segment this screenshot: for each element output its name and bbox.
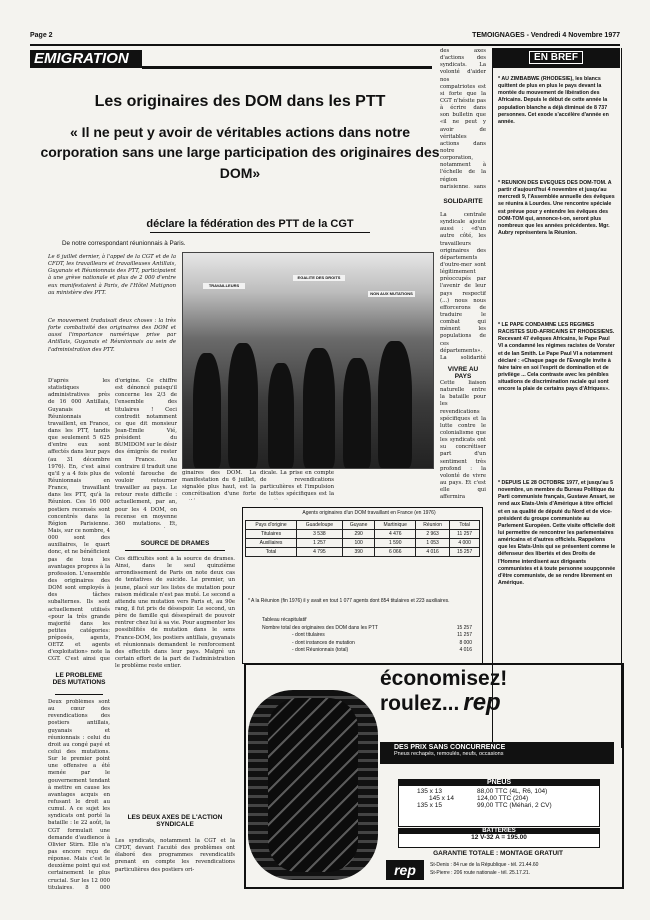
table-cell: 1 590 — [375, 539, 416, 548]
tyre-size: 135 x 15 — [417, 802, 442, 809]
section-rubric: EMIGRATION — [30, 50, 142, 68]
paper-name-date: TEMOIGNAGES - Vendredi 4 Novembre 1977 — [472, 32, 620, 39]
photo-figure — [268, 363, 294, 468]
table-cell: 3 538 — [297, 530, 343, 539]
column-3b-text: La centrale syndicale ajoute aussi : «d'un autre côté, les travailleurs originaires des départements d'outre-mer sont légitimement préoccupés par l'avenir de leur pays respectif (...) nous nous efforcerons de traduire le combat qui mènent les populations de ces départements». La solidarité — [440, 212, 486, 360]
en-bref-title: EN BREF — [529, 51, 583, 64]
battery-box — [398, 828, 600, 848]
table-cell: 2 963 — [415, 530, 449, 539]
column-2-text: d'origine. Ce chiffre est dénoncé puisqu'il concerne les 2/3 de l'ensemble des titulaires ! Ceci contredit notamment ce que dit monsieur Jean-Emile Vié, président du BUMIDOM sur le désir des émigrés de rester en France. Au contraire il traduit une volonté farouche de vouloir retourner travailler au pays. Le retour reste difficile : actuellement, par an, pour les 4 DOM, on recense en moyenne 360 mutations. Et, — [115, 378, 177, 527]
recap-value: 4 016 — [459, 646, 472, 653]
table-cell: 6 066 — [375, 548, 416, 557]
statistics-table — [245, 520, 480, 557]
table-cell: Auxiliaires — [246, 539, 297, 548]
tyre-price: 99,00 TTC (Méhari, 2 CV) — [477, 802, 552, 809]
recap-value: 11 257 — [457, 632, 472, 639]
heading-rule — [125, 550, 225, 551]
table-header-row — [246, 521, 480, 530]
column-2b-text: Ces difficultés sont à la source de drames. Ainsi, dans le seul quinzième arrondissement de Paris on note deux cas de tentatives de suicide. Le premier, un jeune, placé sur les listes de mutation pour raison médicale n'est pas muté. Le second a attendu une mutation vers Paris et, au 90e rang, il fut pris de désespoir. Le second, un père de famille qui désespérait de pouvoir rentrer chez lui à sa vie. Pour augmenter les possibilités de mutation dans le sens France-DOM, les postiers antillais, guyanais et réunionnais demandent le renforcement des effectifs dans leur pays. Malgré un certain effort de la part de l'administration le problème reste entier. — [115, 556, 235, 670]
table-cell: 11 257 — [450, 530, 480, 539]
heading-vivre-au-pays: VIVRE AU PAYS — [447, 366, 479, 380]
demonstration-photo — [182, 252, 434, 469]
table-cell: 100 — [342, 539, 375, 548]
intro-paragraph-1: Le 6 juillet dernier, à l'appel de la CGT et de la CFDT, les travailleurs et travailleuses Antillais, Guyanais et Réunionnais des PTT, participaient à une grève nationale et plus de 2 000 d'entre eux manifestaient à Paris, de l'Hôtel Matignon au ministère des PTT. — [48, 254, 176, 296]
table-row — [246, 530, 480, 539]
table-header-cell: Guadeloupe — [297, 521, 343, 530]
tyre-prices-title: PNEUS — [398, 779, 600, 786]
ad-headline — [380, 668, 616, 715]
table-cell: 1 053 — [415, 539, 449, 548]
table-header-cell: Guyane — [342, 521, 375, 530]
brief-item: * DEPUIS LE 28 OCTOBRE 1977, et jusqu'au 5 novembre, un membre du Bureau Politique du Parti communiste français, Gustave Ansart, se rend aux Etats-Unis d'Amérique à titre officiel et en sa qualité de député du Nord et de vice-président du groupe communiste au Parlement Européen. Cette visite officielle doit lui permettre de rencontrer les parlementaires américains et d'autres officiels. Rappelons que les Etats-Unis qui se présentent comme le défenseur des libertés et des Droits de l'Homme interdisent aux dirigeants communistes et à toute personne soupçonnée d'être communiste, de se rendre librement en Amérique. — [498, 480, 616, 586]
brief-item: * LE PAPE CONDAMNE LES REGIMES RACISTES SUD-AFRICAINS ET RHODESIENS. Recevant 47 évêques Africains, le Pape Paul VI a condamné les régimes racistes de Vorster et de Ian Smith. Le Pape Paul VI a notamment déclaré : «Chaque page de l'Evangile invite à faire taire en soi l'esprit de domination et de privilège ... Cela contraste avec les pénibles situations de discrimination raciale qui sont encore la plaie de certains pays d'Afriques». — [498, 322, 615, 393]
ad-headline-line1: économisez! — [380, 667, 508, 690]
recap-label: Nombre total des originaires des DOM dans les PTT — [262, 625, 378, 631]
recap-label: - dont Réunionnais (total) — [292, 646, 349, 653]
ad-headline-text: roulez... — [380, 692, 460, 716]
article-subtitle: déclare la fédération des PTT de la CGT — [146, 218, 354, 230]
column-1-text: D'après les statistiques administratives près de 16 000 Antillais, Guyanais et Réunionnais travaillent, en France, dans les PTT, tandis que seulement 5 625 d'entre eux sont affectés dans leur pays (au 31 décembre 1976). En, c'est ainsi qu'il y a 4 fois plus de Réunionnais en France, travaillant dans les PTT, qu'à la Réunion. Ces 16 000 postiers recensés sont concentrés dans la Région Parisienne. Mais, sur ce nombre, 4 000 sont des auxiliaires, le quart donc, et ne bénéficient pas de tous les avantages propres à la profession. L'ensemble des originaires des DOM sont employés à des tâches subalternes. Ils sont actuellement utilisés «pour la très grande majorité dans les petites catégories: préposés, agents, OETZ et agents d'exploitation» note la CGT. C'est ainsi que — [48, 378, 110, 663]
recap-title: Tableau récapitulatif — [262, 617, 307, 623]
column-1b-text: Deux problèmes sont au cœur des revendications des postiers antillais, guyanais et réunionnais : celui du droit au congé payé et celui des mutations. Sur le premier point une offensive a été menée par le gouvernement tendant à mettre en cause les avantages acquis en refusant le droit au cumul. A ce sujet les syndicats ont porté la bataille : le 22 août, la CGT formulait une demande d'audience à Olivier Stirn. Elle n'a pas encore reçu de réponse. Mais c'est le deuxième point qui est certainement le plus crucial. Sur les 12 000 titulaires, 8 000 — [48, 699, 110, 889]
table-cell: 390 — [342, 548, 375, 557]
table-cell: 290 — [342, 530, 375, 539]
tyre-prices-box — [398, 779, 600, 827]
address-line: St-Pierre : 206 route nationale - tél. 25.17.21. — [430, 869, 531, 876]
tyre-price: 88,00 TTC (4L, R6, 104) — [477, 788, 548, 795]
table-cell: 4 016 — [415, 548, 449, 557]
article-title: Les originaires des DOM dans les PTT — [94, 93, 386, 110]
table-cell: 4 476 — [375, 530, 416, 539]
rubric-rule — [142, 66, 432, 69]
heading-solidarite: SOLIDARITE — [443, 198, 483, 205]
recap-row — [262, 640, 472, 647]
table-cell: 4 795 — [297, 548, 343, 557]
brief-item: * REUNION DES EVEQUES DES DOM-TOM. A partir d'aujourd'hui 4 novembre et jusqu'au mercredi 9, l'Assemblée annuelle des évêques se réunira à Lourdes. Une rencontre spéciale est prévue pour y entendre les évêques des DOM-TOM qui, annonce-t-on, seront plus nombreux que les années précédentes. Mgr. Aubry représentera la Réunion. — [498, 180, 615, 236]
photo-figure — [378, 341, 412, 468]
tyre-price-row — [399, 802, 599, 809]
column-3-top-text: des axes d'actions des syndicats. La volonté d'aider nos compatriotes est si forte que la CGT n'hésite pas à écrire dans son bulletin que «il ne peut y avoir de véritables actions dans notre corporation, notamment à l'échelle de la région parisienne, sans — [440, 48, 486, 188]
rep-logo: rep — [386, 860, 424, 880]
photo-sign: TRAVAILLEURS — [203, 283, 245, 289]
photo-figure — [303, 348, 335, 468]
tyre-price-row — [399, 795, 599, 802]
article-quote: « Il ne peut y avoir de véritables actions dans notre corporation sans une large participation des originaires des DOM» — [40, 124, 440, 181]
table-cell: 1 257 — [297, 539, 343, 548]
table-row — [246, 539, 480, 548]
heading-rule — [55, 694, 103, 695]
store-addresses — [430, 862, 616, 877]
heading-drames: SOURCE DE DRAMES — [140, 540, 210, 547]
heading-mutations: LE PROBLEME DES MUTATIONS — [52, 672, 106, 686]
recap-value: 8 000 — [459, 639, 472, 646]
brand-logo-text: rep — [463, 689, 501, 717]
photo-sign: NON AUX MUTATIONS — [368, 291, 415, 297]
address-line: St-Denis : 84 rue de la République - tél. 21.44.60 — [430, 862, 539, 868]
ad-band-title: DES PRIX SANS CONCURRENCE — [394, 744, 506, 751]
column-2c-text: Les syndicats, notamment la CGT et la CFDT, devant l'acuité des problèmes ont élaboré des programmes revendicatifs prenant en compte les revendications particulières des postiers ori- — [115, 838, 235, 873]
table-header-cell: Pays d'origine — [246, 521, 297, 530]
recap-row — [262, 647, 472, 654]
column-3c-text: Cette liaison naturelle entre la bataille pour les revendications spécifiques et la lutte contre le colonialisme que les syndicats ont su concrétiser part d'un sentiment très profond : la volonté de vivre au pays. Et c'est elle qui affermira — [440, 380, 486, 500]
tyre-price: 124,00 TTC (204) — [477, 795, 529, 802]
heading-action-syndicale: LES DEUX AXES DE L'ACTION SYNDICALE — [127, 814, 223, 828]
table-cell: 15 257 — [450, 548, 480, 557]
table-cell: Total — [246, 548, 297, 557]
photo-figure — [228, 343, 258, 468]
recap-label: - dont instances de mutation — [292, 639, 355, 646]
brief-item: * AU ZIMBABWE (RHODESIE), les blancs quittent de plus en plus le pays devant la montée du mouvement de libération des Africains. Depuis le début de cette année la population blanche a déjà diminué de 8 737 personnes. Cet exode s'accélère d'année en année. — [498, 76, 609, 125]
intro-paragraph-2: Ce mouvement traduisait deux choses : la très forte combativité des originaires des DOM et aussi l'importance numérique prise par Antillais, Guyanais et Réunionnais au sein de l'administration des PTT. — [48, 318, 176, 353]
battery-title: BATTERIES — [398, 828, 600, 834]
recap-list — [262, 625, 472, 654]
ad-band-subtitle: Pneus rechapés, remoulés, neufs, occasions — [394, 751, 504, 757]
page-number: Page 2 — [30, 32, 53, 39]
tyre-illustration — [248, 690, 378, 880]
photo-figure — [343, 358, 371, 468]
byline: De notre correspondant réunionnais à Paris. — [62, 240, 186, 247]
page-header — [30, 30, 620, 46]
ad-band — [380, 742, 614, 764]
tyre-price-row — [399, 788, 599, 795]
guarantee-line: GARANTIE TOTALE : MONTAGE GRATUIT — [433, 850, 563, 857]
recap-row — [262, 632, 472, 639]
photo-sign: EGALITE DES DROITS — [293, 275, 345, 281]
table-cell: Titulaires — [246, 530, 297, 539]
photo-figure — [193, 353, 221, 468]
table-note: * A la Réunion (fin 1976) il y avait en tout 1 077 agents dont 854 titulaires et 223 auxiliaires. — [248, 598, 450, 604]
tyre-size: 135 x 13 — [417, 788, 442, 795]
recap-value: 15 257 — [456, 625, 472, 631]
recap-row — [262, 625, 472, 632]
subtitle-underline — [150, 232, 370, 233]
under-photo-text-2: dicale. La prise en compte de revendications particulières et l'impulsion de luttes spécifiques est la — [260, 470, 334, 498]
ad-headline-line2 — [380, 690, 616, 715]
recap-label: - dont titulaires — [292, 632, 325, 639]
table-header-cell: Total — [450, 521, 480, 530]
tyre-tread — [268, 698, 358, 872]
en-bref-heading — [492, 48, 620, 68]
battery-price: 12 V-32 A = 195.00 — [471, 834, 527, 841]
table-header-cell: Réunion — [415, 521, 449, 530]
tyre-size: 145 x 14 — [429, 795, 454, 802]
table-cell: 4 000 — [450, 539, 480, 548]
table-header-cell: Martinique — [375, 521, 416, 530]
table-row — [246, 548, 480, 557]
under-photo-text-1: ginaires des DOM. La manifestation du 6 juillet, signalée plus haut, est la concrétisation d'une forte — [182, 470, 256, 498]
table-caption: Agents originaires d'un DOM travaillant en France (en 1976) — [302, 510, 436, 516]
